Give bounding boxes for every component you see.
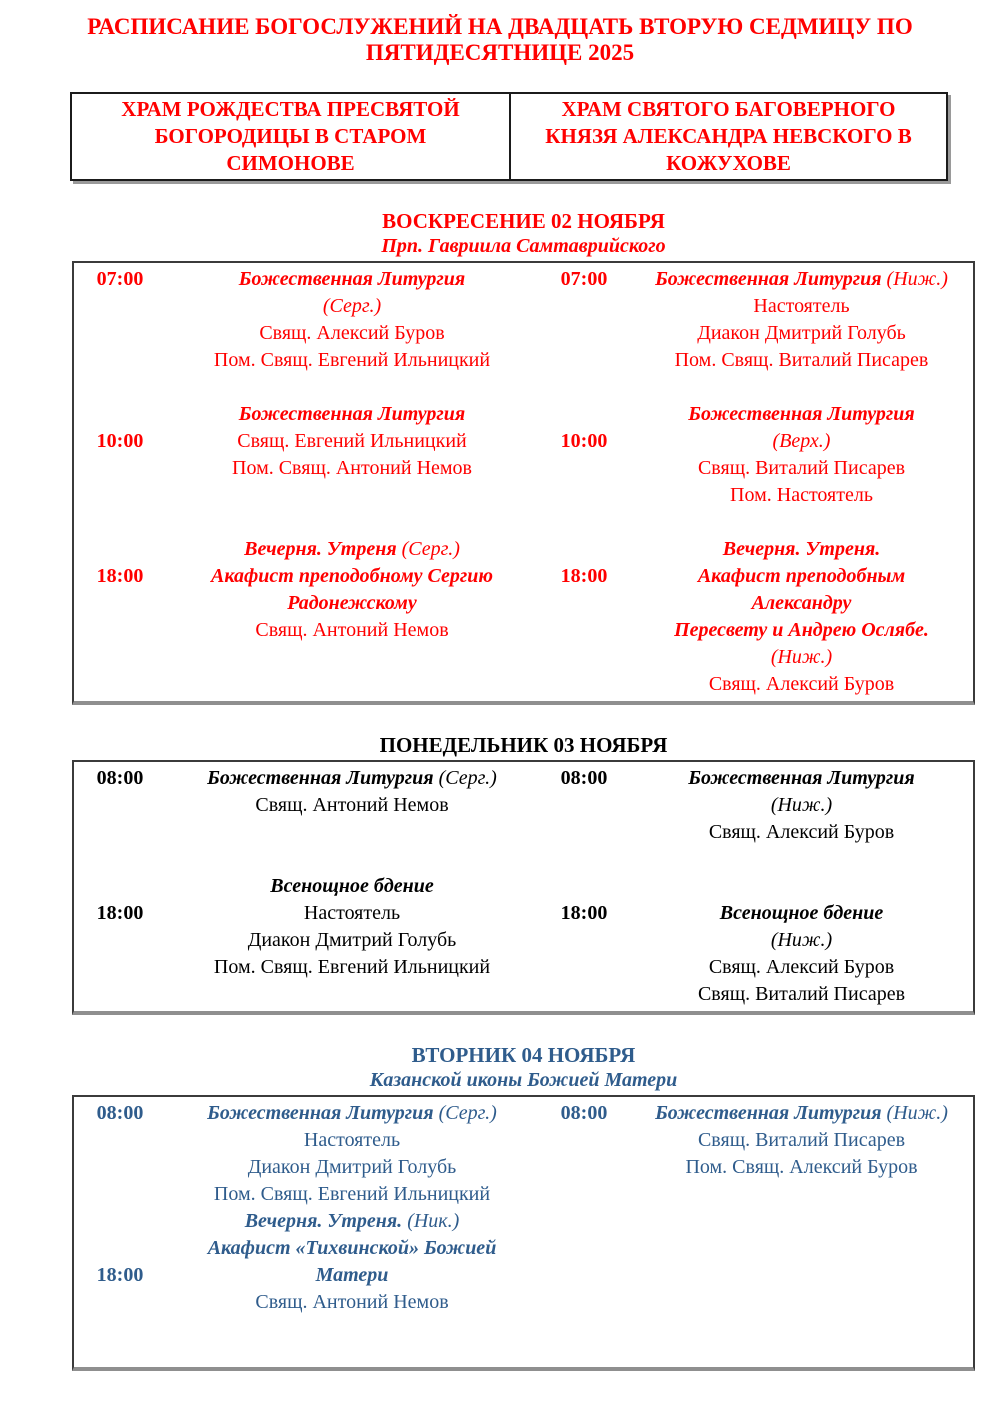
church-right-text: ХРАМ СВЯТОГО БАГОВЕРНОГО: [561, 97, 896, 121]
service-right-line: [630, 347, 973, 374]
service-right-text: Божественная Литургия: [688, 767, 915, 789]
service-time-right: 07:00: [560, 268, 608, 290]
service-left-text: (Серг.): [438, 767, 497, 789]
service-right-line: [630, 563, 973, 590]
service-left-line: [166, 873, 538, 900]
day-header-sunday: ВОСКРЕСЕНИЕ 02 НОЯБРЯ: [382, 209, 665, 233]
day-header-monday: ПОНЕДЕЛЬНИК 03 НОЯБРЯ: [379, 733, 668, 757]
service-right-line: [630, 819, 973, 846]
service-left-line: [166, 617, 538, 644]
service-right-line: [630, 536, 973, 563]
service-left-line: [166, 1100, 538, 1127]
day-subheader-sunday: Прп. Гавриила Самтаврийского: [381, 235, 666, 257]
service-right-text: Всенощное бдение: [719, 902, 884, 924]
church-left-text: СИМОНОВЕ: [226, 151, 355, 175]
service-right-line: [630, 482, 973, 509]
service-right-text: Божественная Литургия: [655, 268, 887, 290]
church-right-text: КНЯЗЯ АЛЕКСАНДРА НЕВСКОГО В: [545, 124, 912, 148]
service-right-line: [630, 671, 973, 698]
service-left-text: Свящ. Антоний Немов: [255, 794, 449, 816]
service-right-text: Пересвету и Андрею Ослябе.: [674, 619, 929, 641]
service-details-left: [166, 765, 538, 846]
service-left-line: [166, 293, 538, 320]
service-right-line: [630, 900, 973, 927]
service-left-text: Божественная Литургия: [207, 1102, 439, 1124]
service-left-text: Акафист «Тихвинской» Божией: [207, 1237, 497, 1259]
church-right-line: [521, 123, 936, 150]
service-left-line: [166, 536, 538, 563]
service-time-left: 10:00: [96, 430, 144, 452]
service-left-line: [166, 792, 538, 819]
service-details-left: [166, 401, 538, 509]
service-left-line: [166, 1208, 538, 1235]
service-details-left: [166, 1208, 538, 1316]
service-left-line: [166, 428, 538, 455]
service-right-text: Свящ. Алексий Буров: [708, 821, 895, 843]
service-left-line: [166, 1154, 538, 1181]
service-left-text: (Серг.): [438, 1102, 497, 1124]
service-left-text: (Ник.): [407, 1210, 460, 1232]
service-left-text: Акафист преподобному Сергию: [211, 565, 493, 587]
service-right-text: Пом. Настоятель: [730, 484, 873, 506]
service-details-right: [630, 846, 973, 1008]
day-section-tuesday: [0, 1042, 1000, 1371]
service-time-right: 18:00: [560, 565, 608, 587]
service-left-text: Свящ. Антоний Немов: [255, 1291, 449, 1313]
schedule-table-tuesday: [72, 1095, 975, 1371]
service-right-line: [630, 320, 973, 347]
service-left-line: [166, 927, 538, 954]
service-right-text: Свящ. Виталий Писарев: [697, 457, 906, 479]
service-right-line: [630, 954, 973, 981]
service-left-line: [166, 1235, 538, 1262]
day-sections: [0, 208, 1000, 1371]
service-left-text: Всенощное бдение: [270, 875, 434, 897]
service-right-text: Пом. Свящ. Алексий Буров: [685, 1156, 918, 1178]
service-right-text: Акафист преподобным: [697, 565, 906, 587]
service-left-text: Матери: [315, 1264, 389, 1286]
service-right-text: Свящ. Виталий Писарев: [697, 1129, 906, 1151]
service-left-line: [166, 1289, 538, 1316]
church-header-table: [70, 92, 948, 181]
service-time-right: 18:00: [560, 902, 608, 924]
service-right-text: (Ниж.): [886, 1102, 948, 1124]
service-right-line: [630, 266, 973, 293]
service-time-left: 08:00: [96, 767, 144, 789]
service-details-left: [166, 536, 538, 698]
service-time-left: 18:00: [96, 1264, 144, 1286]
service-details-left: [166, 266, 538, 374]
service-time-right: 08:00: [560, 1102, 608, 1124]
service-right-line: [630, 981, 973, 1008]
service-right-text: (Ниж.): [886, 268, 948, 290]
service-left-text: Пом. Свящ. Антоний Немов: [232, 457, 472, 479]
church-left-line: [82, 123, 499, 150]
service-left-line: [166, 266, 538, 293]
service-right-text: Свящ. Алексий Буров: [708, 956, 895, 978]
service-right-line: [630, 1154, 973, 1181]
service-left-text: Свящ. Алексий Буров: [259, 322, 445, 344]
service-left-text: Вечерня. Утреня: [244, 538, 402, 560]
service-left-text: Диакон Дмитрий Голубь: [247, 1156, 457, 1178]
service-left-line: [166, 900, 538, 927]
church-right-line: [521, 96, 936, 123]
service-right-line: [630, 293, 973, 320]
service-time-left: 07:00: [96, 268, 144, 290]
service-right-text: Свящ. Алексий Буров: [708, 673, 895, 695]
service-right-line: [630, 1127, 973, 1154]
service-right-text: Божественная Литургия: [688, 403, 915, 425]
service-right-line: [630, 455, 973, 482]
service-left-text: Свящ. Евгений Ильницкий: [237, 430, 467, 452]
church-right-text: КОЖУХОВЕ: [666, 151, 791, 175]
service-row: [74, 536, 973, 698]
service-left-line: [166, 455, 538, 482]
service-left-line: [166, 1127, 538, 1154]
service-left-line: [166, 563, 538, 590]
service-left-line: [166, 401, 538, 428]
service-left-line: [166, 320, 538, 347]
service-right-text: (Верх.): [772, 430, 831, 452]
service-right-text: Божественная Литургия: [655, 1102, 887, 1124]
service-right-line: [630, 617, 973, 644]
service-left-text: Радонежскому: [287, 592, 417, 614]
service-right-line: [630, 792, 973, 819]
service-right-line: [630, 927, 973, 954]
service-row: [74, 1208, 973, 1316]
service-right-line: [630, 644, 973, 671]
service-right-text: (Ниж.): [770, 646, 833, 668]
service-left-text: Настоятель: [303, 1129, 401, 1151]
church-name-simonovo: [72, 94, 509, 179]
service-time-left: 18:00: [96, 565, 144, 587]
service-row: [74, 1100, 973, 1208]
service-left-text: Диакон Дмитрий Голубь: [247, 929, 457, 951]
service-left-text: (Серг.): [401, 538, 460, 560]
service-details-right: [630, 401, 973, 509]
service-details-right: [630, 1208, 973, 1316]
service-row: [74, 401, 973, 509]
service-left-line: [166, 1262, 538, 1289]
service-details-left: [166, 846, 538, 1008]
service-left-line: [166, 590, 538, 617]
church-right-line: [521, 150, 936, 177]
service-details-right: [630, 536, 973, 698]
service-right-text: Александру: [751, 592, 852, 614]
service-time-right: [538, 1208, 630, 1316]
church-left-line: [82, 96, 499, 123]
service-details-right: [630, 266, 973, 374]
day-section-sunday: [0, 208, 1000, 705]
day-subheader-tuesday: Казанской иконы Божией Матери: [369, 1069, 678, 1091]
service-details-right: [630, 1100, 973, 1208]
service-right-line: [630, 1100, 973, 1127]
service-row: [74, 846, 973, 1008]
service-left-line: [166, 1181, 538, 1208]
service-right-text: Вечерня. Утреня.: [722, 538, 881, 560]
service-left-text: Божественная Литургия: [238, 268, 466, 290]
service-time-left: 18:00: [96, 902, 144, 924]
church-left-line: [82, 150, 499, 177]
church-left-text: БОГОРОДИЦЫ В СТАРОМ: [154, 124, 427, 148]
day-section-monday: [0, 732, 1000, 1015]
service-left-line: [166, 765, 538, 792]
service-row: [74, 266, 973, 374]
service-time-right: 08:00: [560, 767, 608, 789]
service-left-text: Пом. Свящ. Евгений Ильницкий: [213, 1183, 491, 1205]
service-left-text: Свящ. Антоний Немов: [255, 619, 449, 641]
service-right-text: Свящ. Виталий Писарев: [697, 983, 906, 1005]
service-right-line: [630, 428, 973, 455]
church-name-kozhukhovo: [509, 94, 946, 179]
service-left-line: [166, 347, 538, 374]
church-left-text: ХРАМ РОЖДЕСТВА ПРЕСВЯТОЙ: [121, 97, 460, 121]
service-row: [74, 765, 973, 846]
service-right-text: (Ниж.): [770, 794, 833, 816]
schedule-table-sunday: [72, 261, 975, 705]
service-right-text: Диакон Дмитрий Голубь: [697, 322, 906, 344]
service-right-line: [630, 765, 973, 792]
service-left-text: Божественная Литургия: [238, 403, 466, 425]
service-details-right: [630, 765, 973, 846]
day-header-tuesday: ВТОРНИК 04 НОЯБРЯ: [411, 1043, 636, 1067]
service-left-text: Пом. Свящ. Евгений Ильницкий: [213, 956, 491, 978]
page-title: РАСПИСАНИЕ БОГОСЛУЖЕНИЙ НА ДВАДЦАТЬ ВТОРУЮ СЕДМИЦУ ПО ПЯТИДЕСЯТНИЦЕ 2025: [87, 14, 913, 65]
service-left-text: Пом. Свящ. Евгений Ильницкий: [213, 349, 491, 371]
service-time-right: 10:00: [560, 430, 608, 452]
schedule-table-monday: [72, 760, 975, 1015]
service-left-text: (Серг.): [322, 295, 382, 317]
service-left-text: Вечерня. Утреня.: [244, 1210, 408, 1232]
service-right-line: [630, 590, 973, 617]
service-details-left: [166, 1100, 538, 1208]
service-time-left: 08:00: [96, 1102, 144, 1124]
service-right-text: (Ниж.): [770, 929, 833, 951]
service-left-line: [166, 954, 538, 981]
service-left-text: Настоятель: [303, 902, 401, 924]
service-right-text: Настоятель: [753, 295, 850, 317]
service-right-line: [630, 401, 973, 428]
service-right-text: Пом. Свящ. Виталий Писарев: [674, 349, 929, 371]
service-left-text: Божественная Литургия: [207, 767, 439, 789]
